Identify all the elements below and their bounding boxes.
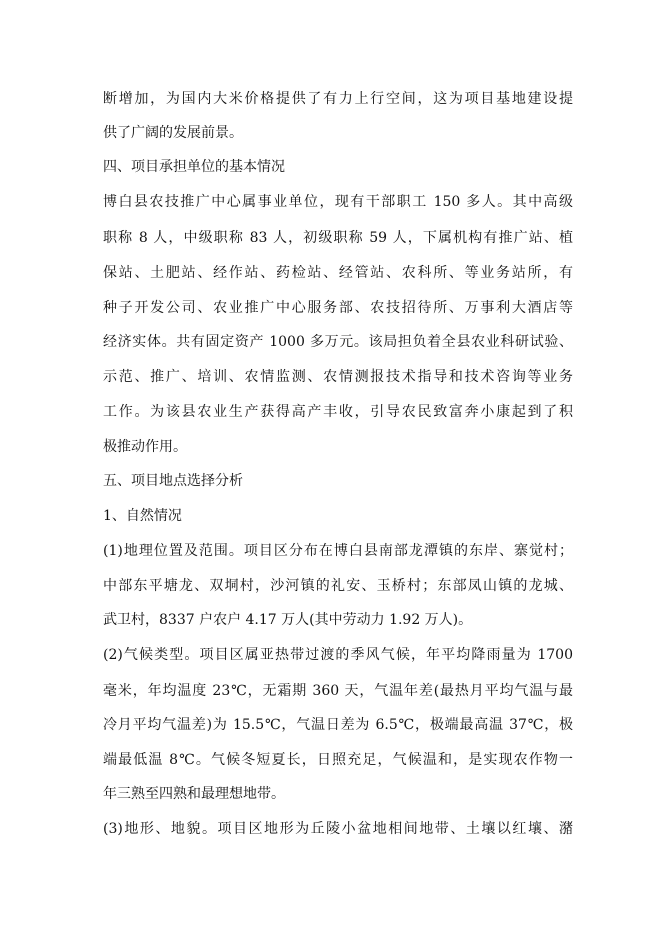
paragraph-line: 经济实体。共有固定资产 1000 多万元。该局担负着全县农业科研试验、 bbox=[103, 334, 573, 350]
paragraph-line: 保站、土肥站、经作站、药检站、经管站、农科所、等业务站所，有 bbox=[103, 265, 573, 281]
paragraph-line: 极推动作用。 bbox=[103, 439, 187, 455]
paragraph-line: 冷月平均气温差)为 15.5℃，气温日差为 6.5℃，极端最高温 37℃，极 bbox=[103, 717, 573, 733]
paragraph-line: (3)地形、地貌。项目区地形为丘陵小盆地相间地带、土壤以红壤、潴 bbox=[103, 821, 573, 837]
paragraph-line: 职称 8 人，中级职称 83 人，初级职称 59 人，下属机构有推广站、植 bbox=[103, 230, 573, 246]
paragraph-line: 中部东平塘龙、双垌村，沙河镇的礼安、玉桥村；东部凤山镇的龙城、 bbox=[103, 578, 573, 594]
paragraph-line: 端最低温 8℃。气候冬短夏长，日照充足，气候温和，是实现农作物一 bbox=[103, 752, 573, 768]
paragraph-line: 断增加，为国内大米价格提供了有力上行空间，这为项目基地建设提 bbox=[103, 91, 573, 107]
paragraph-line: 毫米，年均温度 23℃，无霜期 360 天，气温年差(最热月平均气温与最 bbox=[103, 683, 573, 699]
paragraph-line: 工作。为该县农业生产获得高产丰收，引导农民致富奔小康起到了积 bbox=[103, 404, 573, 420]
paragraph-line: (1)地理位置及范围。项目区分布在博白县南部龙潭镇的东岸、寨觉村； bbox=[103, 543, 573, 559]
section-heading: 四、项目承担单位的基本情况 bbox=[103, 159, 285, 175]
paragraph-line: 武卫村，8337 户农户 4.17 万人(其中劳动力 1.92 万人)。 bbox=[103, 612, 473, 628]
paragraph-line: 供了广阔的发展前景。 bbox=[103, 125, 243, 141]
paragraph-line: 年三熟至四熟和最理想地带。 bbox=[103, 786, 285, 802]
paragraph-line: 示范、推广、培训、农情监测、农情测报技术指导和技术咨询等业务 bbox=[103, 369, 573, 385]
section-heading: 五、项目地点选择分析 bbox=[103, 473, 243, 489]
paragraph-line: 博白县农技推广中心属事业单位，现有干部职工 150 多人。其中高级 bbox=[103, 194, 573, 210]
subsection-heading: 1、自然情况 bbox=[103, 508, 182, 524]
paragraph-line: (2)气候类型。项目区属亚热带过渡的季风气候，年平均降雨量为 1700 bbox=[103, 647, 573, 663]
paragraph-line: 种子开发公司、农业推广中心服务部、农技招待所、万事利大酒店等 bbox=[103, 300, 573, 316]
